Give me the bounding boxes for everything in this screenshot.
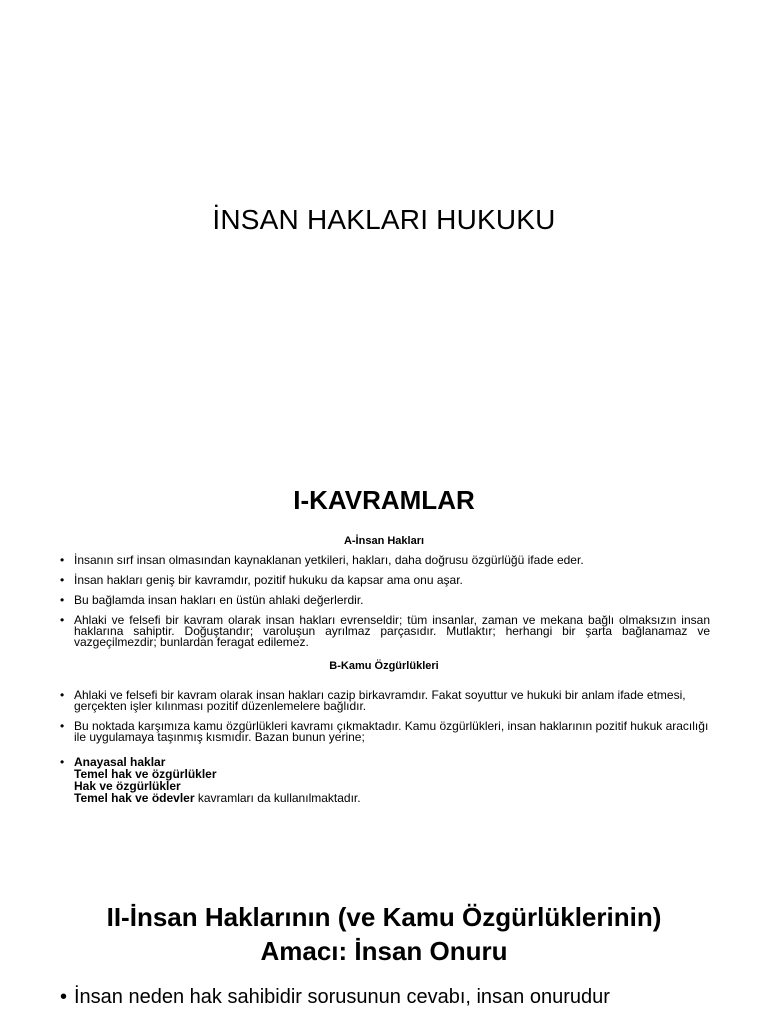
bullet-list-a <box>60 555 710 657</box>
bullet-icon: • <box>60 613 65 627</box>
list-item: • Ahlaki ve felsefi bir kavram olarak insan hakları evrenseldir; tüm insanlar, zaman ve mekana bağlı olmaksızın insan haklarına sahiptir. Doğuştandır; varoluşun ayrılmaz parçasıdır. Mutlaktır; herhangi bir şarta bağlanamaz ve vazgeçilmezdir; bunlardan feragat edilemez. <box>60 613 710 649</box>
list-item: • İnsan neden hak sahibidir sorusunun cevabı, insan onurudur <box>60 986 610 1008</box>
subsection-heading-a: A-İnsan Hakları <box>343 535 425 547</box>
section-title: II-İnsan Haklarının (ve Kamu Özgürlüklerinin) Amacı: İnsan Onuru <box>106 902 662 966</box>
terms-item <box>60 756 710 804</box>
list-item: • İnsanın sırf insan olmasından kaynaklanan yetkileri, hakları, daha doğrusu özgürlüğü ifade eder. <box>60 553 584 567</box>
terms-list <box>60 756 710 804</box>
document-title: İNSAN HAKLARI HUKUKU <box>212 204 556 235</box>
bullet-icon: • <box>60 573 65 587</box>
terms-suffix: kavramları da kullanılmaktadır. <box>194 791 361 805</box>
list-item: • İnsan hakları geniş bir kavramdır, pozitif hukuku da kapsar ama onu aşar. <box>60 573 463 587</box>
bullet-icon: • <box>60 553 65 567</box>
concepts-slide <box>0 440 768 860</box>
bullet-icon: • <box>60 755 65 769</box>
bullet-icon: • <box>60 719 65 733</box>
subsection-heading-b: B-Kamu Özgürlükleri <box>329 660 439 672</box>
list-item: • Bu bağlamda insan hakları en üstün ahlaki değerlerdir. <box>60 593 364 607</box>
section-title: I-KAVRAMLAR <box>293 485 475 515</box>
term: Temel hak ve ödevler <box>74 791 195 805</box>
term: Anayasal haklar <box>74 755 166 769</box>
bullet-icon: • <box>60 593 65 607</box>
list-item: • Ahlaki ve felsefi bir kavram olarak insan hakları cazip birkavramdır. Fakat soyuttur ve hukuki bir anlam ifade etmesi, gerçekten işler kılınması pozitif düzenlemelere bağlıdır. <box>60 688 686 713</box>
bullet-icon: • <box>60 986 68 1008</box>
title-slide <box>0 0 768 440</box>
bullet-list-purpose <box>60 984 710 1010</box>
term: Temel hak ve özgürlükler <box>74 767 217 781</box>
purpose-slide <box>0 860 768 1024</box>
bullet-list-b <box>60 690 710 752</box>
bullet-icon: • <box>60 688 65 702</box>
list-item: • Bu noktada karşımıza kamu özgürlükleri kavramı çıkmaktadır. Kamu özgürlükleri, insan haklarının pozitif hukuk aracılığı ile uygulamaya taşınmış kısmıdır. Bazan bunun yerine; <box>60 719 709 744</box>
term: Hak ve özgürlükler <box>74 779 181 793</box>
